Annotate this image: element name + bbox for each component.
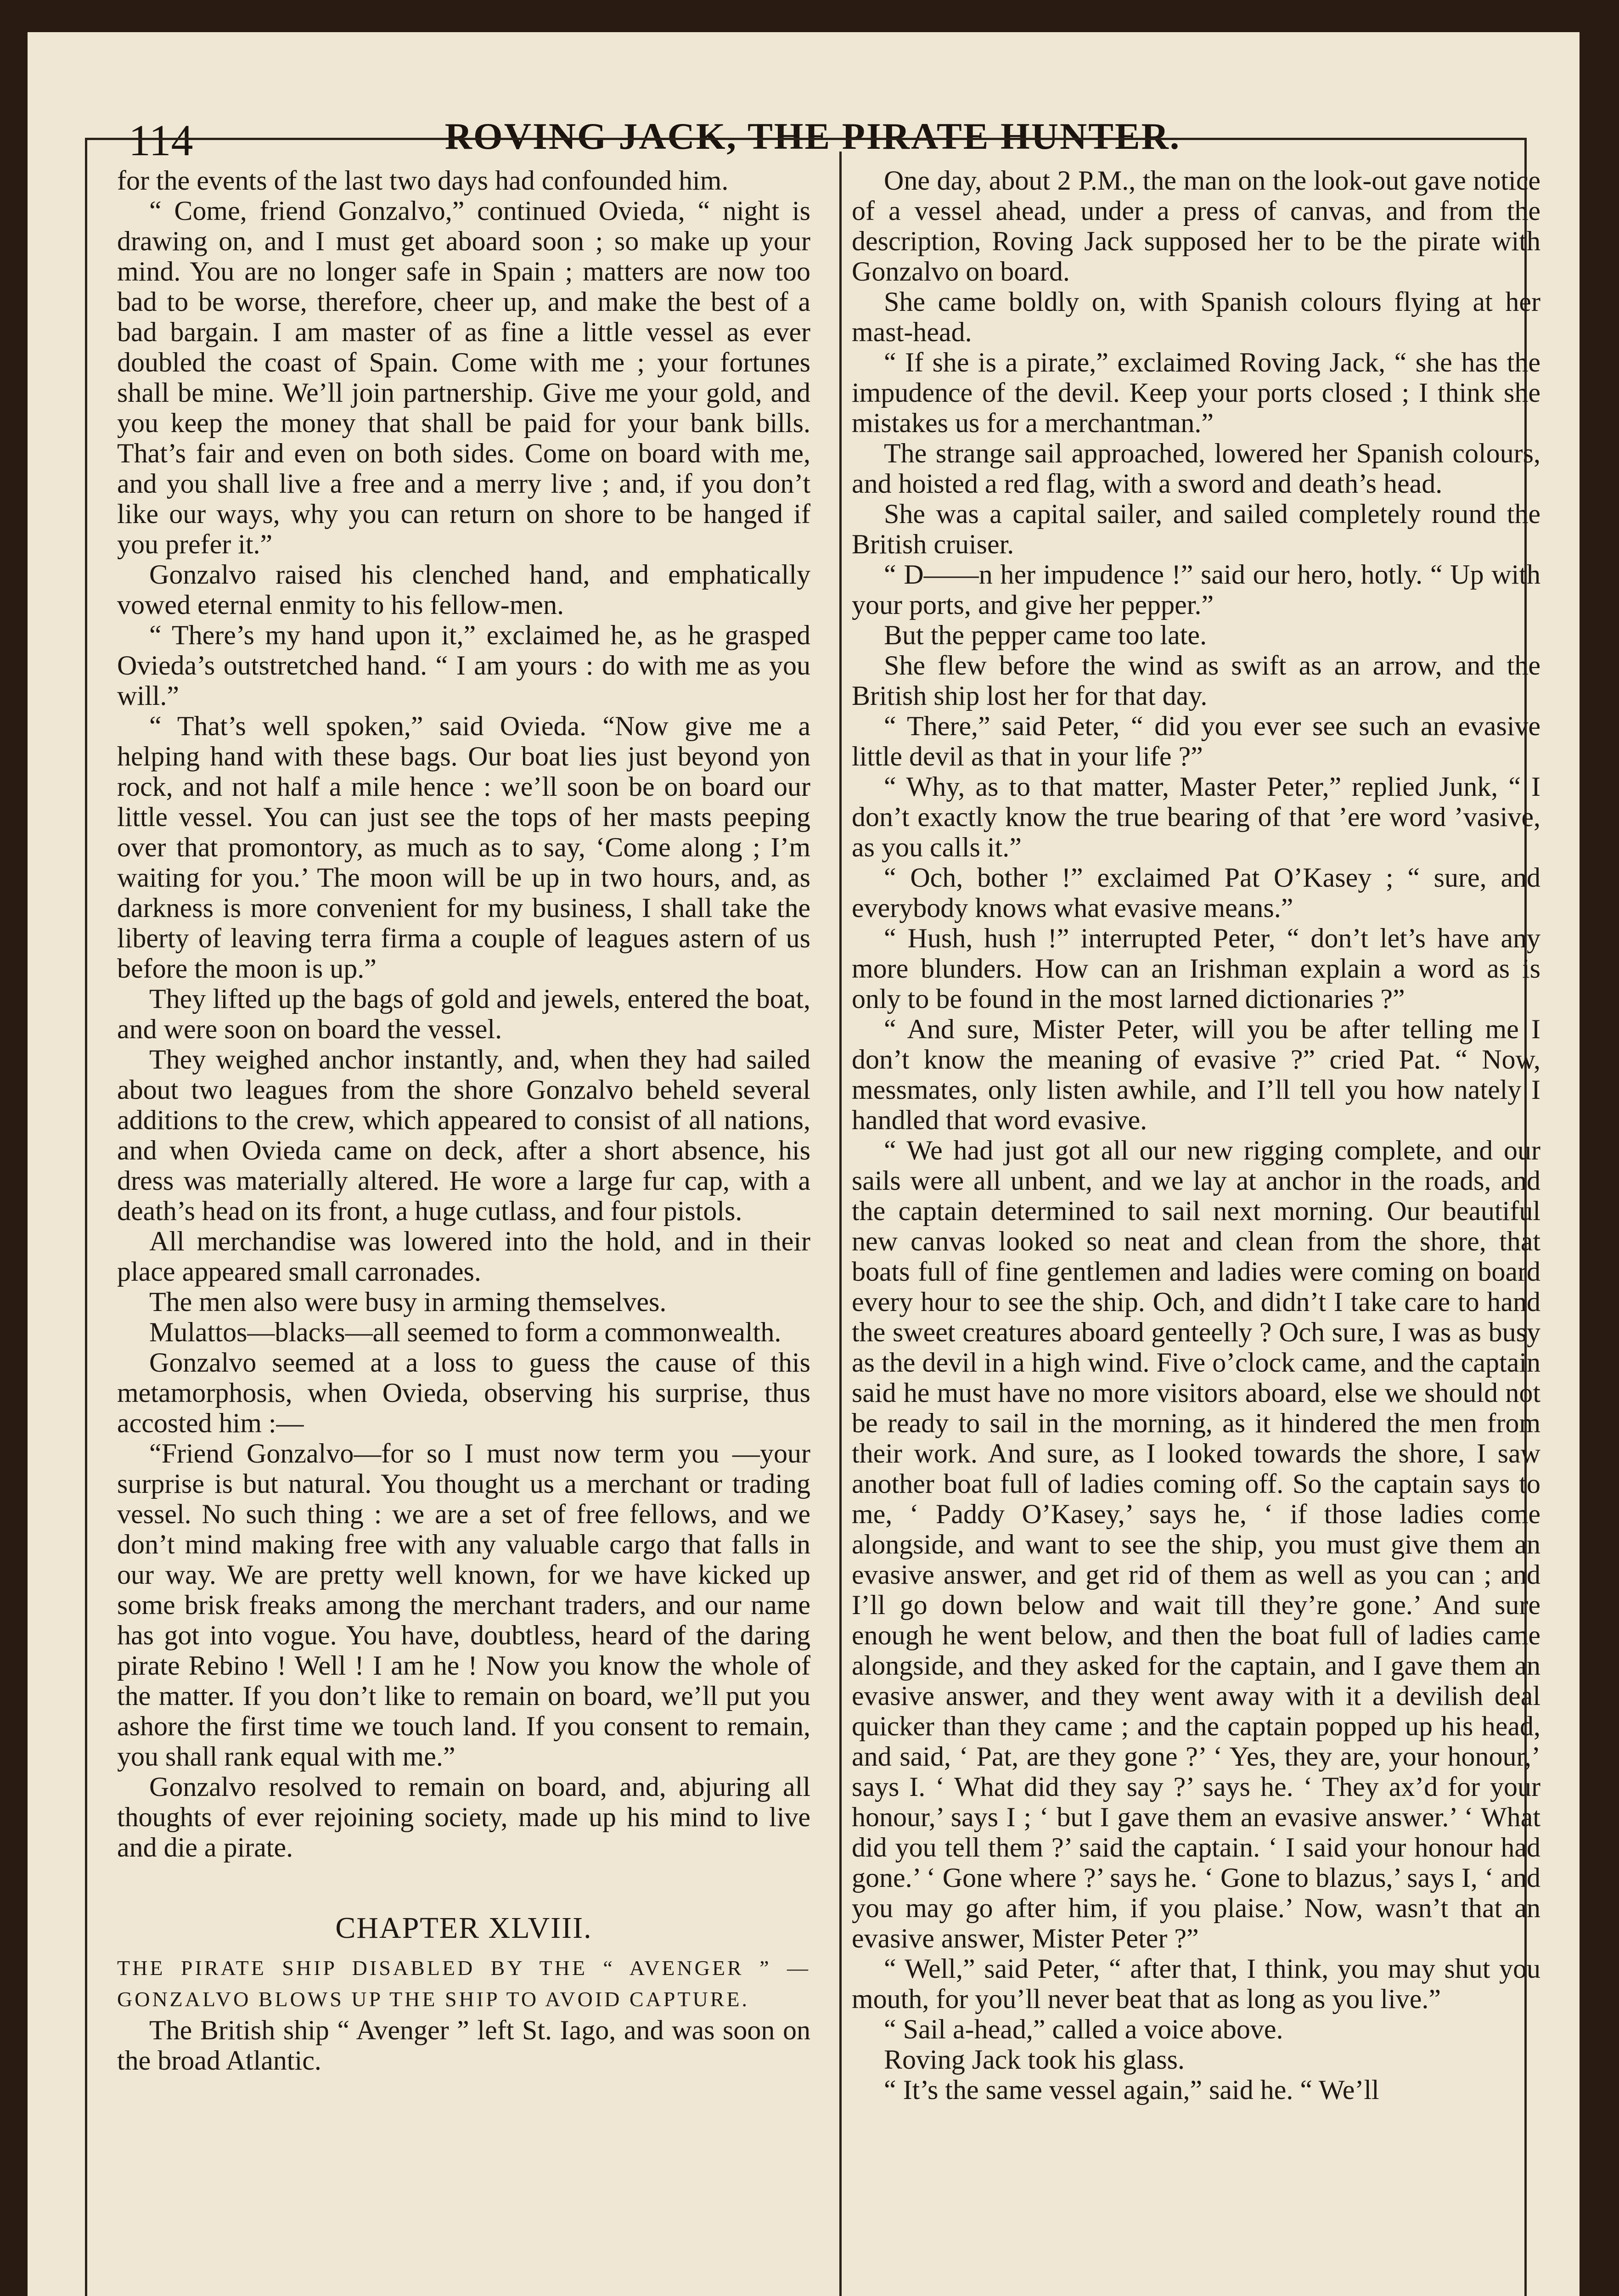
paragraph: Gonzalvo raised his clenched hand, and emphatically vowed eternal enmity to his fellow-men. bbox=[117, 559, 810, 620]
chapter-opening-paragraph: The British ship “ Avenger ” left St. Iago, and was soon on the broad Atlantic. bbox=[117, 2015, 810, 2076]
paragraph: “ Hush, hush !” interrupted Peter, “ don’t let’s have any more blunders. How can an Irishman explain a word as is only to be found in the most larned dictionaries ?” bbox=[852, 923, 1540, 1014]
paragraph: Gonzalvo resolved to remain on board, and, abjuring all thoughts of ever rejoining society, made up his mind to live and die a pirate. bbox=[117, 1772, 810, 1863]
page-number: 114 bbox=[129, 116, 193, 165]
paragraph: “ And sure, Mister Peter, will you be after telling me I don’t know the meaning of evasive ?” cried Pat. “ Now, messmates, only listen awhile, and I’ll tell you how nately I handled that word evasive. bbox=[852, 1014, 1540, 1135]
paragraph: “ Why, as to that matter, Master Peter,” replied Junk, “ I don’t exactly know the true bearing of that ’ere word ’vasive, as you calls it.” bbox=[852, 771, 1540, 862]
paragraph: But the pepper came too late. bbox=[884, 620, 1207, 650]
paragraph: Mulattos—blacks—all seemed to form a commonwealth. bbox=[149, 1317, 781, 1347]
paragraph: “ There’s my hand upon it,” exclaimed he, as he grasped Ovieda’s outstretched hand. “ I am yours : do with me as you will.” bbox=[117, 620, 810, 711]
paragraph: The men also were busy in arming themselves. bbox=[149, 1287, 667, 1317]
paragraph: Gonzalvo seemed at a loss to guess the cause of this metamorphosis, when Ovieda, observing his surprise, thus accosted him :— bbox=[117, 1347, 810, 1438]
left-column bbox=[117, 165, 810, 2296]
paragraph: “ We had just got all our new rigging complete, and our sails were all unbent, and we lay at anchor in the roads, and the captain determined to sail next morning. Our beautiful new canvas looked so neat and clean from the shore, that boats full of fine gentlemen and ladies were coming on board every hour to see the ship. Och, and didn’t I take care to hand the sweet creatures aboard genteelly ? Och sure, I was as busy as the devil in a high wind. Five o’clock came, and the captain said he must have no more visitors aboard, else we should not be ready to sail in the morning, as it hindered the men from their work. And sure, as I looked towards the shore, I saw another boat full of ladies coming off. So the captain says to me, ‘ Paddy O’Kasey,’ says he, ‘ if those ladies come alongside, and want to see the ship, you must give them an evasive answer, and get rid of them as well as you can ; and I’ll go down below and wait till they’re gone.’ And sure enough he went below, and then the boat full of ladies came alongside, and they asked for the captain, and I gave them an evasive answer, and they went away with it a devilish deal quicker than they came ; and the captain popped up his head, and said, ‘ Pat, are they gone ?’ ‘ Yes, they are, your honour,’ says I. ‘ What did they say ?’ says he. ‘ They ax’d for your honour,’ says I ; ‘ but I gave them an evasive answer.’ ‘ What did you tell them ?’ said the captain. ‘ I said your honour had gone.’ ‘ Gone where ?’ says he. ‘ Gone to blazus,’ says I, ‘ and you may go after him, if you plaise.’ Now, wasn’t that an evasive answer, Mister Peter ?” bbox=[852, 1135, 1540, 1953]
paragraph: Roving Jack took his glass. bbox=[884, 2044, 1185, 2075]
paragraph: The strange sail approached, lowered her Spanish colours, and hoisted a red flag, with a sword and death’s head. bbox=[852, 438, 1540, 499]
chapter-heading: CHAPTER XLVIII. bbox=[335, 1911, 592, 1945]
paragraph: “ If she is a pirate,” exclaimed Roving Jack, “ she has the impudence of the devil. Keep your ports closed ; I think she mistakes us for a merchantman.” bbox=[852, 347, 1540, 438]
running-title: ROVING JACK, THE PIRATE HUNTER. bbox=[444, 115, 1181, 157]
paragraph: “ Sail a-head,” called a voice above. bbox=[884, 2014, 1283, 2044]
paragraph: “ That’s well spoken,” said Ovieda. “Now give me a helping hand with these bags. Our boat lies just beyond yon rock, and not half a mile hence : we’ll soon be on board our little vessel. You can just see the tops of her masts peeping over that promontory, as much as to say, ‘Come along ; I’m waiting for you.’ The moon will be up in two hours, and, as darkness is more convenient for my business, I shall take the liberty of leaving terra firma a couple of leagues astern of us before the moon is up.” bbox=[117, 711, 810, 984]
paragraph: “ D——n her impudence !” said our hero, hotly. “ Up with your ports, and give her pepper.” bbox=[852, 559, 1540, 620]
chapter-subtitle: THE PIRATE SHIP DISABLED BY THE “ AVENGER ” —GONZALVO BLOWS UP THE SHIP TO AVOID CAPTURE. bbox=[117, 1956, 810, 2011]
paragraph: She was a capital sailer, and sailed completely round the British cruiser. bbox=[852, 499, 1540, 559]
paragraph: for the events of the last two days had confounded him. bbox=[117, 165, 729, 196]
paragraph: They lifted up the bags of gold and jewels, entered the boat, and were soon on board the vessel. bbox=[117, 984, 810, 1044]
paragraph: They weighed anchor instantly, and, when they had sailed about two leagues from the shore Gonzalvo beheld several additions to the crew, which appeared to consist of all nations, and when Ovieda came on deck, after a short absence, his dress was materially altered. He wore a large fur cap, with a death’s head on its front, a huge cutlass, and four pistols. bbox=[117, 1044, 810, 1226]
paragraph: One day, about 2 P.M., the man on the look-out gave notice of a vessel ahead, under a press of canvas, and from the description, Roving Jack supposed her to be the pirate with Gonzalvo on board. bbox=[852, 165, 1540, 287]
right-column bbox=[852, 165, 1540, 2296]
paragraph: She came boldly on, with Spanish colours flying at her mast-head. bbox=[852, 287, 1540, 347]
paragraph: “Friend Gonzalvo—for so I must now term you —your surprise is but natural. You thought us a merchant or trading vessel. No such thing : we are a set of free fellows, and we don’t mind making free with any valuable cargo that falls in our way. We are pretty well known, for we have kicked up some brisk freaks among the merchant traders, and our name has got into vogue. You have, doubtless, heard of the daring pirate Rebino ! Well ! I am he ! Now you know the whole of the matter. If you don’t like to remain on board, we’ll put you ashore the first time we touch land. If you consent to remain, you shall rank equal with me.” bbox=[117, 1438, 810, 1772]
column-divider bbox=[839, 152, 842, 2296]
paragraph: All merchandise was lowered into the hold, and in their place appeared small carronades. bbox=[117, 1226, 810, 1287]
paragraph: “ Well,” said Peter, “ after that, I think, you may shut you mouth, for you’ll never beat that as long as you live.” bbox=[852, 1953, 1540, 2014]
paragraph: “ Och, bother !” exclaimed Pat O’Kasey ; “ sure, and everybody knows what evasive means.” bbox=[852, 862, 1540, 923]
paragraph: She flew before the wind as swift as an arrow, and the British ship lost her for that day. bbox=[852, 650, 1540, 711]
paragraph: “ It’s the same vessel again,” said he. “ We’ll bbox=[884, 2075, 1379, 2105]
paragraph: “ Come, friend Gonzalvo,” continued Ovieda, “ night is drawing on, and I must get aboard soon ; so make up your mind. You are no longer safe in Spain ; matters are now too bad to be worse, therefore, cheer up, and make the best of a bad bargain. I am master of as fine a little vessel as ever doubled the coast of Spain. Come with me ; your fortunes shall be mine. We’ll join partnership. Give me your gold, and you keep the money that shall be paid for your bank bills. That’s fair and even on both sides. Come on board with me, and you shall live a free and a merry live ; and, if you don’t like our ways, why you can return on shore to be hanged if you prefer it.” bbox=[117, 196, 810, 559]
paragraph: “ There,” said Peter, “ did you ever see such an evasive little devil as that in your life ?” bbox=[852, 711, 1540, 771]
